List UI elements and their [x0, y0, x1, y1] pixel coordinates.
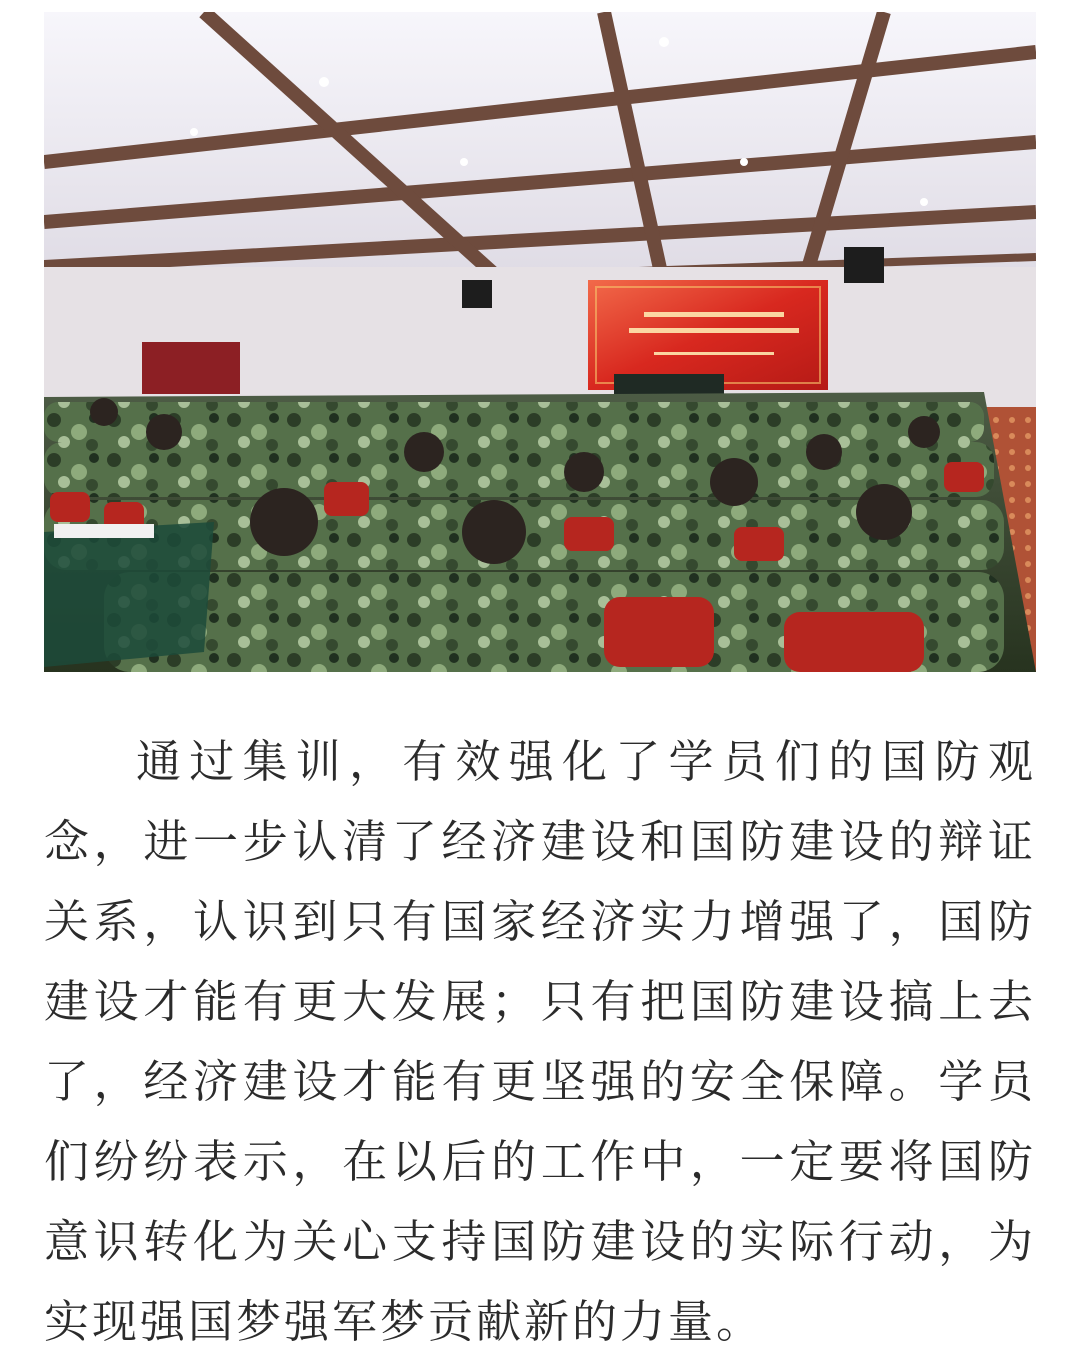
article-paragraph: 通过集训，有效强化了学员们的国防观念，进一步认清了经济建设和国防建设的辩证关系，认识到只有国家经济实力增强了，国防建设才能有更大发展；只有把国防建设搞上去了，经济建设才能有更坚强的安全保障。学员们纷纷表示，在以后的工作中，一定要将国防意识转化为关心支持国防建设的实际行动，为实现强国梦强军梦贡献新的力量。 — [44, 735, 1036, 1348]
meeting-hall-photo — [44, 12, 1036, 672]
meeting-hall-illustration — [44, 12, 1036, 672]
